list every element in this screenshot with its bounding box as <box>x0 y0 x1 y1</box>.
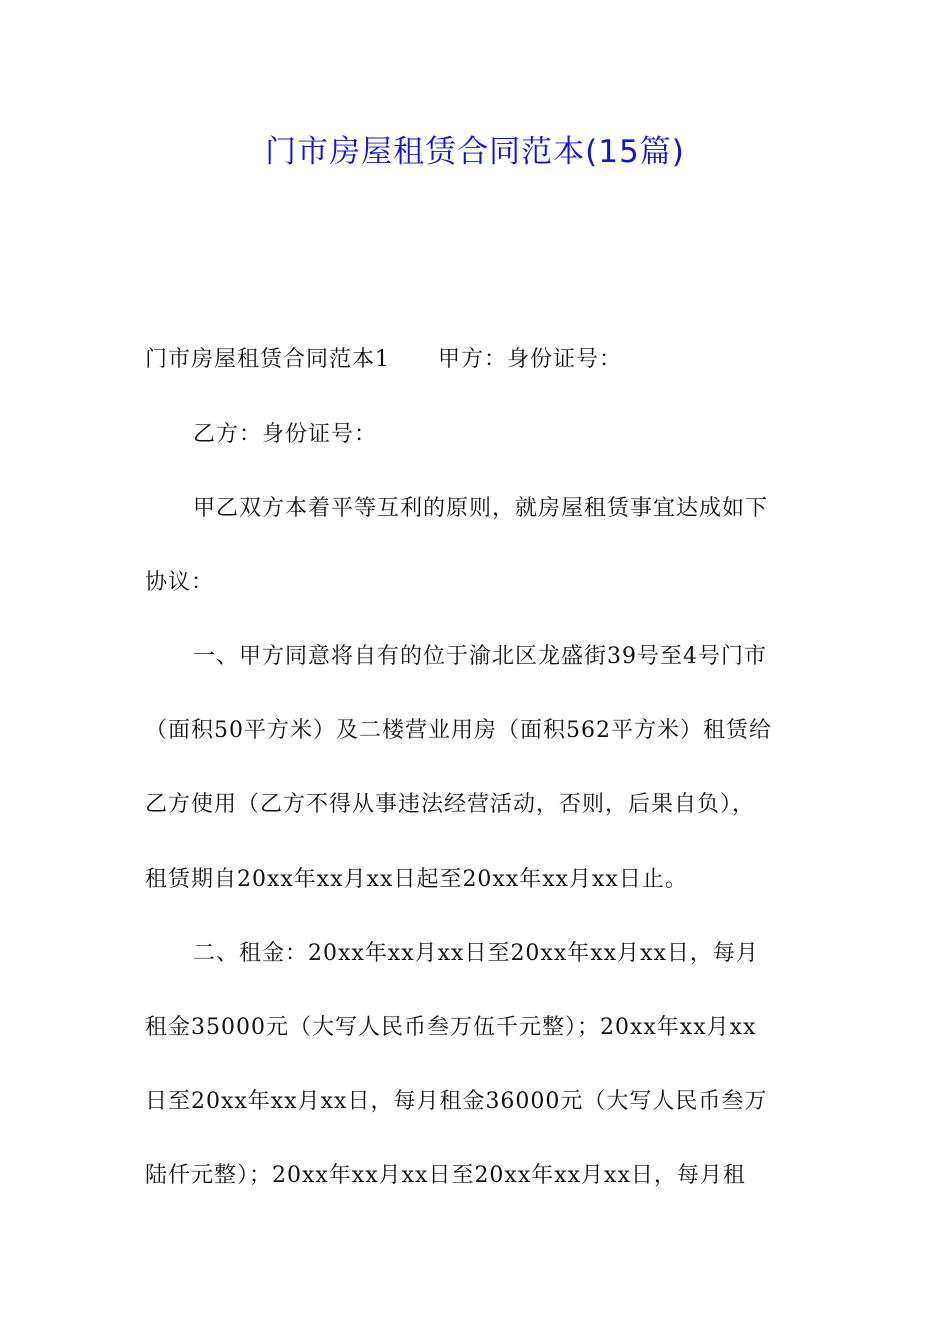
paragraph-line: 甲乙双方本着平等互利的原则，就房屋租赁事宜达成如下 <box>193 496 769 521</box>
section-title: 门市房屋租赁合同范本1 <box>145 347 390 372</box>
paragraph-line: 陆仟元整）；20xx年xx月xx日至20xx年xx月xx日，每月租 <box>145 1163 746 1188</box>
paragraph-line: 乙方使用（乙方不得从事违法经营活动，否则，后果自负）， <box>145 792 756 817</box>
party-a-line: 甲方：身份证号： <box>438 347 623 372</box>
paragraph-line: 一、甲方同意将自有的位于渝北区龙盛街39号至4号门市 <box>193 644 767 669</box>
page-title: 门市房屋租赁合同范本(15篇) <box>265 134 685 170</box>
paragraph-line: 协议： <box>145 570 215 595</box>
paragraph-line: 租赁期自20xx年xx月xx日起至20xx年xx月xx日止。 <box>145 867 688 892</box>
paragraph-line: 日至20xx年xx月xx日，每月租金36000元（大写人民币叁万 <box>145 1089 768 1114</box>
contract-heading-line <box>145 340 810 380</box>
paragraph-line: （面积50平方米）及二楼营业用房（面积562平方米）租赁给 <box>145 718 772 743</box>
paragraph-line: 二、租金：20xx年xx月xx日至20xx年xx月xx日，每月 <box>193 941 759 966</box>
paragraph-line: 租金35000元（大写人民币叁万伍千元整）；20xx年xx月xx <box>145 1015 757 1040</box>
party-b-line: 乙方：身份证号： <box>193 422 378 447</box>
